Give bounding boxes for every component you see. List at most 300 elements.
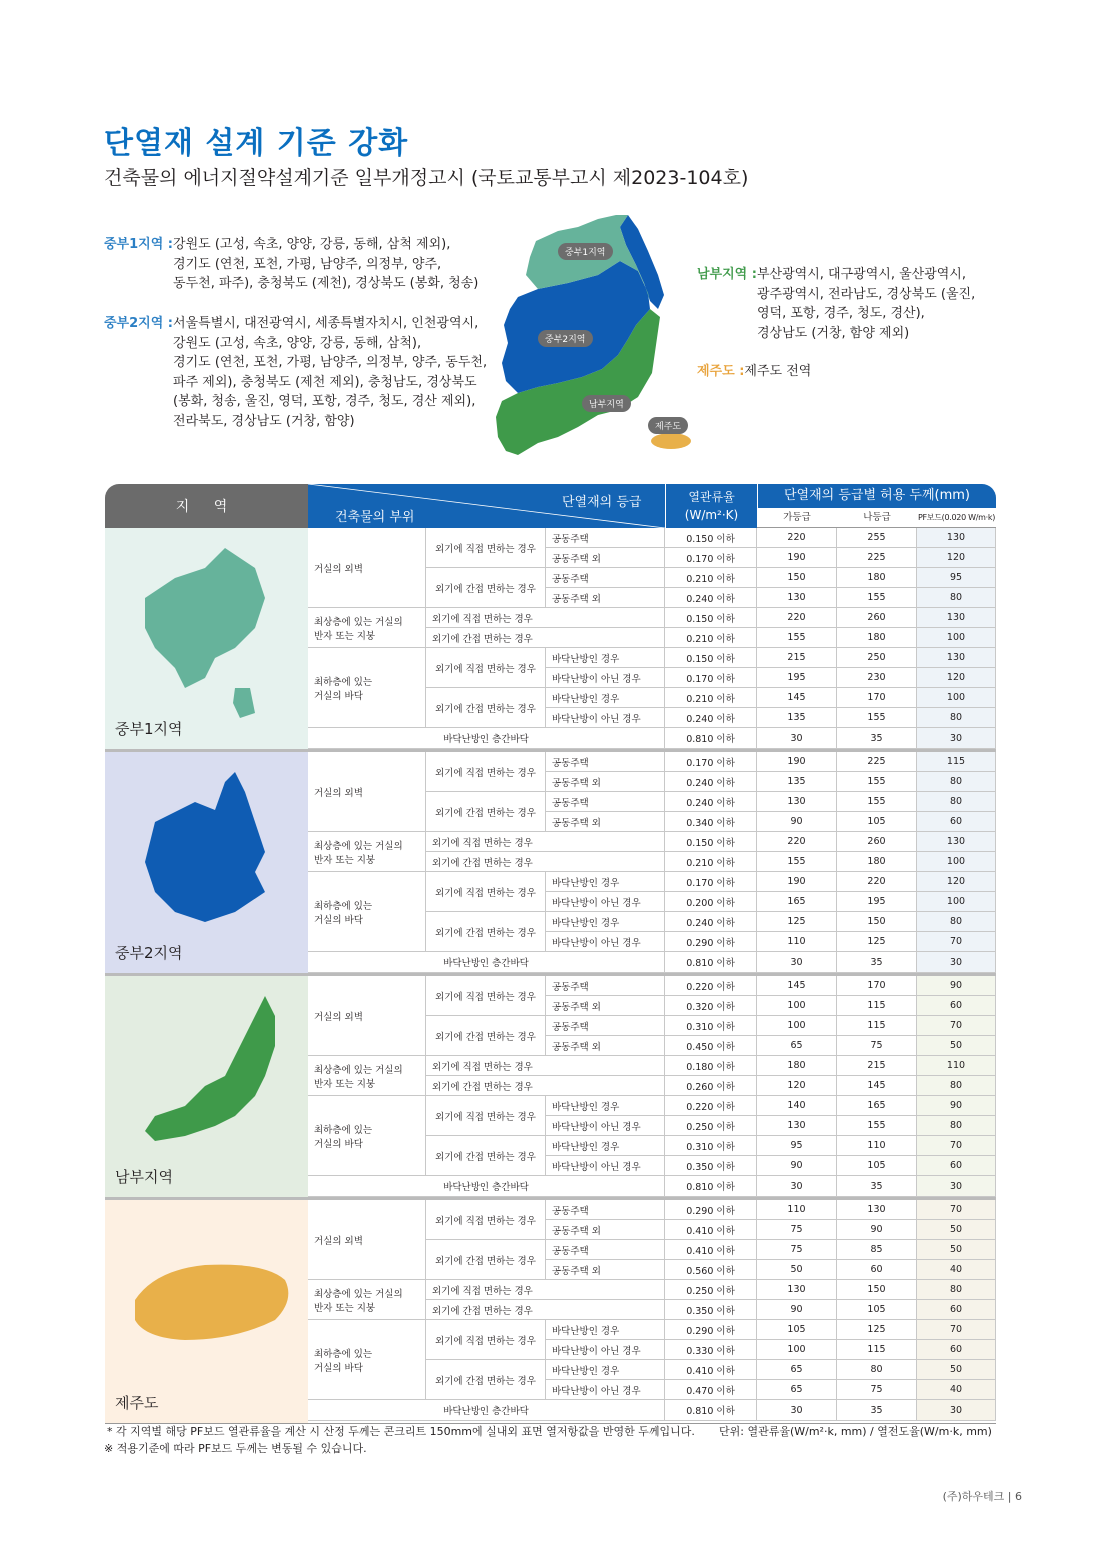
region-cell [105, 752, 308, 973]
grade-b-cell [837, 1300, 917, 1320]
grade-b-cell [837, 668, 917, 688]
cell-text: 110 [787, 936, 806, 947]
cell-text: 0.250 이하 [686, 1121, 735, 1133]
subtype-cell [546, 1156, 665, 1176]
pf-board-cell [917, 792, 996, 812]
map-tag-central1: 중부1지역 [558, 243, 613, 260]
grade-a-cell [757, 1260, 837, 1280]
grade-a-cell [757, 1136, 837, 1156]
condition-cell [426, 792, 546, 832]
cell-text: 30 [949, 1404, 963, 1416]
subtype-cell [546, 688, 665, 708]
cell-text: 190 [787, 876, 806, 887]
u-value-cell [665, 1380, 757, 1400]
cell-text: 30 [949, 1180, 963, 1192]
grade-b-cell [837, 812, 917, 832]
cell-text: 130 [946, 652, 966, 663]
cell-text: 바닥난방인 경우 [552, 693, 620, 705]
grade-a-cell [757, 1220, 837, 1240]
cell-text: 110 [946, 1060, 966, 1071]
grade-b-cell [837, 1360, 917, 1380]
subtype-cell [546, 1116, 665, 1136]
cell-text: 외기에 직접 면하는 경우 [432, 613, 533, 625]
part-cell [308, 528, 426, 608]
cell-text: 130 [787, 592, 806, 603]
grade-a-cell [757, 772, 837, 792]
note-1: * 각 지역별 해당 PF보드 열관류율을 계산 시 산정 두께는 콘크리트 150mm에 실내외 표면 열저항값을 반영한 두께입니다. [107, 1425, 695, 1438]
cell-text: 외기에 간접 면하는 경우 [435, 1031, 536, 1043]
cell-text: 거실의 외벽 [314, 1235, 363, 1247]
part-cell [308, 608, 426, 648]
cell-text: 공동주택 [552, 797, 589, 809]
note-2: ※ 적용기준에 따라 PF보드 두께는 변동될 수 있습니다. [104, 1442, 367, 1455]
cell-text: 105 [867, 816, 886, 827]
subtype-cell [546, 752, 665, 772]
cell-text: 0.290 이하 [686, 1325, 735, 1337]
cell-text: 외기에 직접 면하는 경우 [435, 767, 536, 779]
cell-text: 0.210 이하 [686, 857, 735, 869]
grade-a-cell [757, 1280, 837, 1300]
cell-text: 외기에 직접 면하는 경우 [435, 1335, 536, 1347]
cell-text: 35 [870, 1404, 883, 1416]
cell-text: 70 [949, 936, 963, 947]
grade-a-cell [757, 1380, 837, 1400]
region-grid [308, 1200, 996, 1423]
cell-text: 최상층에 있는 거실의 반자 또는 지붕 [314, 840, 403, 866]
cell-text: 0.290 이하 [686, 1205, 735, 1217]
cell-text: 255 [867, 532, 886, 543]
u-value-cell [665, 1260, 757, 1280]
cell-text: 외기에 간접 면하는 경우 [435, 703, 536, 715]
cell-text: 0.810 이하 [686, 1406, 735, 1417]
cell-text: 50 [949, 1040, 963, 1051]
pf-board-cell [917, 548, 996, 568]
pf-board-cell [917, 932, 996, 952]
u-value-cell [665, 588, 757, 608]
u-value-cell [665, 568, 757, 588]
cell-text: 150 [867, 916, 886, 927]
part-cell [308, 1096, 426, 1176]
cell-text: 0.350 이하 [686, 1161, 735, 1173]
cell-text: 135 [787, 712, 806, 723]
zone-jeju-desc [697, 362, 811, 382]
region-cell [105, 528, 308, 749]
condition-cell [426, 912, 546, 952]
cell-text: 외기에 간접 면하는 경우 [435, 1151, 536, 1163]
cell-text: 0.260 이하 [686, 1081, 735, 1093]
grade-b-cell [837, 832, 917, 852]
cell-text: 115 [867, 1020, 886, 1031]
cell-text: 50 [949, 1364, 963, 1375]
insulation-standard-table [105, 484, 996, 1424]
condition-cell [426, 976, 546, 1016]
cell-text: 0.810 이하 [686, 734, 735, 745]
cell-text: 115 [946, 756, 966, 767]
grade-a-cell [757, 832, 837, 852]
grade-b-cell [837, 852, 917, 872]
interfloor-cell [308, 1400, 665, 1421]
pf-board-cell [917, 528, 996, 548]
cell-text: 70 [949, 1204, 963, 1215]
grade-b-cell [837, 772, 917, 792]
grade-a-cell [757, 1176, 837, 1197]
pf-board-cell [917, 912, 996, 932]
subtype-cell [546, 568, 665, 588]
pf-board-cell [917, 812, 996, 832]
subtype-cell [546, 872, 665, 892]
pf-board-cell [917, 872, 996, 892]
grade-b-cell [837, 1136, 917, 1156]
grade-a-cell [757, 1240, 837, 1260]
cell-text: 최하층에 있는 거실의 바닥 [314, 1124, 373, 1150]
cell-text: 바닥난방인 경우 [552, 1325, 620, 1337]
subtype-cell [546, 528, 665, 548]
cell-text: 130 [867, 1204, 886, 1215]
cell-text: 0.320 이하 [686, 1001, 735, 1013]
header-thickness: 단열재의 등급별 허용 두께(mm) [757, 484, 996, 508]
cell-text: 공동주택 외 [552, 1225, 601, 1237]
cell-text: 공동주택 외 [552, 817, 601, 829]
header-pf-board: PF보드(0.020 W/m·k) [917, 508, 996, 528]
pf-board-cell [917, 1220, 996, 1240]
u-value-cell [665, 1116, 757, 1136]
grade-a-cell [757, 792, 837, 812]
cell-text: 165 [787, 896, 806, 907]
grade-a-cell [757, 1340, 837, 1360]
cell-text: 80 [949, 776, 963, 787]
grade-b-cell [837, 548, 917, 568]
pf-board-cell [917, 1156, 996, 1176]
map-tag-south: 남부지역 [582, 395, 631, 412]
cell-text: 바닥난방이 아닌 경우 [552, 937, 641, 949]
grade-a-cell [757, 872, 837, 892]
pf-board-cell [917, 1036, 996, 1056]
grade-a-cell [757, 1360, 837, 1380]
cell-text: 75 [790, 1244, 803, 1255]
region-grid [308, 528, 996, 749]
zone-text: 강원도 (고성, 속초, 양양, 강릉, 동해, 삼척 제외), 경기도 (연천, 포천, 가평, 남양주, 의정부, 양주, 동두천, 파주), 충청북도 (제천), 경상북도 (봉화, 청송) [173, 237, 479, 291]
part-cell [308, 872, 426, 952]
header-u-unit: (W/m²·K) [684, 508, 739, 522]
grade-b-cell [837, 568, 917, 588]
condition-cell [426, 1016, 546, 1056]
part-cell [308, 1056, 426, 1096]
subtype-cell [546, 1240, 665, 1260]
cell-text: 외기에 직접 면하는 경우 [435, 543, 536, 555]
cell-text: 75 [790, 1224, 803, 1235]
grade-b-cell [837, 608, 917, 628]
grade-a-cell [757, 668, 837, 688]
grade-a-cell [757, 1400, 837, 1421]
u-value-cell [665, 1176, 757, 1197]
u-value-cell [665, 1280, 757, 1300]
cell-text: 40 [949, 1264, 963, 1275]
cell-text: 145 [787, 692, 806, 703]
region-name: 남부지역 [115, 1168, 173, 1186]
cell-text: 0.240 이하 [686, 777, 735, 789]
map-tag-central2: 중부2지역 [538, 330, 593, 347]
condition-cell [426, 752, 546, 792]
cell-text: 외기에 직접 면하는 경우 [432, 837, 533, 849]
u-value-cell [665, 1096, 757, 1116]
cell-text: 외기에 직접 면하는 경우 [435, 991, 536, 1003]
cell-text: 50 [790, 1264, 803, 1275]
cell-text: 90 [870, 1224, 883, 1235]
u-value-cell [665, 648, 757, 668]
cell-text: 외기에 간접 면하는 경우 [435, 583, 536, 595]
header-grade-a: 가등급 [757, 508, 837, 528]
cell-text: 100 [787, 1020, 806, 1031]
header-grade-b: 나등급 [837, 508, 917, 528]
grade-b-cell [837, 1340, 917, 1360]
cell-text: 0.210 이하 [686, 573, 735, 585]
grade-b-cell [837, 688, 917, 708]
cell-text: 바닥난방이 아닌 경우 [552, 897, 641, 909]
cell-text: 195 [867, 896, 886, 907]
subtype-cell [546, 1360, 665, 1380]
grade-b-cell [837, 1096, 917, 1116]
cell-text: 260 [867, 612, 886, 623]
pf-board-cell [917, 708, 996, 728]
grade-a-cell [757, 1096, 837, 1116]
cell-text: 공동주택 외 [552, 1265, 601, 1277]
cell-text: 80 [949, 712, 963, 723]
grade-a-cell [757, 912, 837, 932]
cell-text: 170 [867, 692, 886, 703]
pf-board-cell [917, 568, 996, 588]
u-value-cell [665, 976, 757, 996]
cell-text: 30 [790, 732, 803, 744]
cell-text: 100 [787, 1000, 806, 1011]
grade-b-cell [837, 1156, 917, 1176]
cell-text: 바닥난방이 아닌 경우 [552, 1345, 641, 1357]
u-value-cell [665, 1300, 757, 1320]
cell-text: 130 [787, 1120, 806, 1131]
cell-text: 145 [787, 980, 806, 991]
table-section [105, 752, 996, 976]
cell-text: 거실의 외벽 [314, 787, 363, 799]
grade-a-cell [757, 1036, 837, 1056]
cell-text: 바닥난방이 아닌 경우 [552, 1121, 641, 1133]
u-value-cell [665, 1240, 757, 1260]
condition-cell [426, 628, 665, 648]
cell-text: 70 [949, 1020, 963, 1031]
grade-a-cell [757, 728, 837, 749]
page-title: 단열재 설계 기준 강화 [104, 126, 409, 161]
condition-cell [426, 528, 546, 568]
cell-text: 130 [946, 612, 966, 623]
cell-text: 외기에 간접 면하는 경우 [432, 1305, 533, 1317]
pf-board-cell [917, 728, 996, 749]
part-cell [308, 1200, 426, 1280]
cell-text: 공동주택 [552, 981, 589, 993]
region-map [115, 762, 300, 942]
cell-text: 60 [949, 1000, 963, 1011]
cell-text: 외기에 직접 면하는 경우 [435, 663, 536, 675]
part-cell [308, 1280, 426, 1320]
grade-a-cell [757, 548, 837, 568]
grade-b-cell [837, 976, 917, 996]
grade-a-cell [757, 1056, 837, 1076]
grade-b-cell [837, 872, 917, 892]
pf-board-cell [917, 1240, 996, 1260]
cell-text: 85 [870, 1244, 883, 1255]
pf-board-cell [917, 1340, 996, 1360]
u-value-cell [665, 1036, 757, 1056]
grade-b-cell [837, 628, 917, 648]
grade-a-cell [757, 852, 837, 872]
subtype-cell [546, 892, 665, 912]
cell-text: 130 [787, 796, 806, 807]
cell-text: 최하층에 있는 거실의 바닥 [314, 1348, 373, 1374]
pf-board-cell [917, 832, 996, 852]
cell-text: 바닥난방이 아닌 경우 [552, 673, 641, 685]
cell-text: 0.210 이하 [686, 693, 735, 705]
table-section [105, 1200, 996, 1424]
grade-b-cell [837, 1056, 917, 1076]
grade-b-cell [837, 1260, 917, 1280]
u-value-cell [665, 1016, 757, 1036]
grade-b-cell [837, 728, 917, 749]
cell-text: 225 [867, 552, 886, 563]
zone-central1-desc [104, 235, 478, 294]
pf-board-cell [917, 996, 996, 1016]
cell-text: 0.810 이하 [686, 1182, 735, 1193]
u-value-cell [665, 548, 757, 568]
table-header [105, 484, 996, 528]
pf-board-cell [917, 1116, 996, 1136]
cell-text: 바닥난방인 층간바닥 [443, 1182, 529, 1193]
cell-text: 115 [867, 1344, 886, 1355]
u-value-cell [665, 932, 757, 952]
cell-text: 220 [787, 612, 806, 623]
cell-text: 공동주택 [552, 1021, 589, 1033]
u-value-cell [665, 628, 757, 648]
pf-board-cell [917, 608, 996, 628]
cell-text: 100 [946, 692, 966, 703]
interfloor-cell [308, 728, 665, 749]
u-value-cell [665, 752, 757, 772]
zone-text: 제주도 전역 [744, 364, 812, 379]
u-value-cell [665, 1200, 757, 1220]
part-cell [308, 1320, 426, 1400]
cell-text: 0.560 이하 [686, 1265, 735, 1277]
pf-board-cell [917, 1200, 996, 1220]
subtype-cell [546, 1220, 665, 1240]
cell-text: 최상층에 있는 거실의 반자 또는 지붕 [314, 616, 403, 642]
grade-b-cell [837, 912, 917, 932]
pf-board-cell [917, 1176, 996, 1197]
cell-text: 155 [867, 796, 886, 807]
cell-text: 바닥난방인 경우 [552, 1141, 620, 1153]
cell-text: 바닥난방인 경우 [552, 1365, 620, 1377]
grade-b-cell [837, 752, 917, 772]
u-value-cell [665, 1076, 757, 1096]
cell-text: 0.240 이하 [686, 713, 735, 725]
header-part: 건축물의 부위 [335, 510, 415, 525]
grade-a-cell [757, 812, 837, 832]
cell-text: 0.310 이하 [686, 1021, 735, 1033]
u-value-cell [665, 708, 757, 728]
cell-text: 공동주택 [552, 1205, 589, 1217]
grade-a-cell [757, 528, 837, 548]
grade-b-cell [837, 996, 917, 1016]
condition-cell [426, 648, 546, 688]
cell-text: 0.180 이하 [686, 1061, 735, 1073]
zone-label: 중부1지역 : [104, 237, 174, 252]
grade-a-cell [757, 1156, 837, 1176]
cell-text: 60 [949, 1304, 963, 1315]
grade-b-cell [837, 952, 917, 973]
cell-text: 90 [949, 980, 963, 991]
cell-text: 105 [867, 1160, 886, 1171]
cell-text: 0.170 이하 [686, 877, 735, 889]
cell-text: 35 [870, 956, 883, 968]
grade-b-cell [837, 1240, 917, 1260]
grade-a-cell [757, 688, 837, 708]
u-value-cell [665, 772, 757, 792]
header-region: 지 역 [105, 484, 308, 528]
region-name: 중부2지역 [115, 944, 183, 962]
cell-text: 공동주택 [552, 757, 589, 769]
subtype-cell [546, 1380, 665, 1400]
u-value-cell [665, 1340, 757, 1360]
cell-text: 외기에 직접 면하는 경우 [435, 1111, 536, 1123]
cell-text: 180 [867, 856, 886, 867]
cell-text: 외기에 직접 면하는 경우 [435, 1215, 536, 1227]
condition-cell [426, 1320, 546, 1360]
cell-text: 30 [949, 732, 963, 744]
cell-text: 90 [790, 1304, 803, 1315]
subtype-cell [546, 976, 665, 996]
u-value-cell [665, 812, 757, 832]
cell-text: 0.330 이하 [686, 1345, 735, 1357]
zone-south-desc [697, 265, 975, 343]
pf-board-cell [917, 1400, 996, 1421]
subtype-cell [546, 912, 665, 932]
cell-text: 0.810 이하 [686, 958, 735, 969]
cell-text: 120 [787, 1080, 806, 1091]
region-name: 제주도 [115, 1394, 159, 1412]
u-value-cell [665, 832, 757, 852]
zone-label: 중부2지역 : [104, 316, 174, 331]
cell-text: 90 [949, 1100, 963, 1111]
cell-text: 0.170 이하 [686, 757, 735, 769]
cell-text: 155 [867, 592, 886, 603]
cell-text: 105 [787, 1324, 806, 1335]
table-section [105, 528, 996, 752]
cell-text: 바닥난방인 경우 [552, 877, 620, 889]
cell-text: 125 [867, 936, 886, 947]
region-map [115, 538, 300, 718]
grade-b-cell [837, 932, 917, 952]
grade-a-cell [757, 752, 837, 772]
cell-text: 30 [790, 1404, 803, 1416]
cell-text: 120 [946, 552, 966, 563]
cell-text: 100 [946, 632, 966, 643]
cell-text: 바닥난방이 아닌 경우 [552, 1385, 641, 1397]
cell-text: 125 [867, 1324, 886, 1335]
cell-text: 80 [949, 1120, 963, 1131]
grade-a-cell [757, 1116, 837, 1136]
cell-text: 35 [870, 732, 883, 744]
grade-b-cell [837, 1016, 917, 1036]
pf-board-cell [917, 892, 996, 912]
condition-cell [426, 1360, 546, 1400]
cell-text: 220 [867, 876, 886, 887]
cell-text: 130 [787, 1284, 806, 1295]
cell-text: 바닥난방인 경우 [552, 1101, 620, 1113]
